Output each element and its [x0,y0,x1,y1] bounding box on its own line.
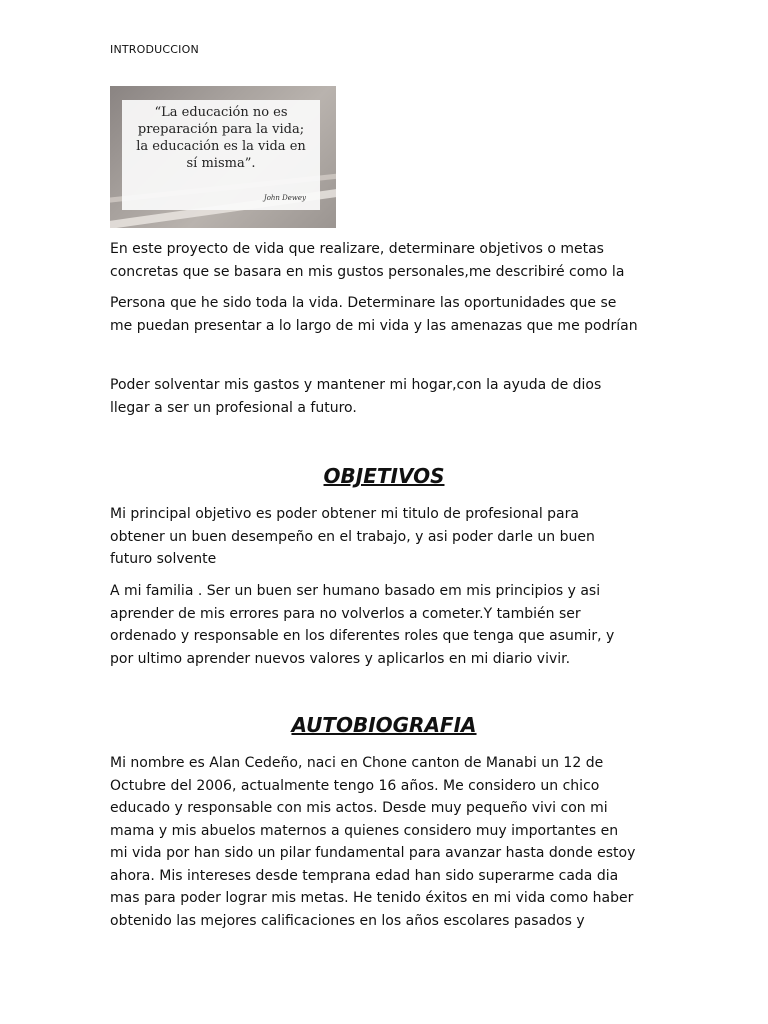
text-line: ordenado y responsable en los diferentes roles que tenga que asumir, y [110,628,615,644]
quote-line: “La educación no es [154,105,288,120]
text-line: aprender de mis errores para no volverlos a cometer.Y también ser [110,605,581,622]
section-label-introduccion: INTRODUCCION [110,43,199,56]
quote-card [122,100,320,210]
heading-objetivos: OBJETIVOS [323,464,445,488]
text-line: por ultimo aprender nuevos valores y aplicarlos en mi diario vivir. [110,650,571,667]
text-line: mi vida por han sido un pilar fundamental para avanzar hasta donde estoy [110,845,636,861]
autobiografia-paragraph-1 [110,752,670,932]
heading-autobiografia: AUTOBIOGRAFIA [291,713,477,737]
text-line: Persona que he sido toda la vida. Determinare las oportunidades que se [110,295,617,311]
quote-line: sí misma”. [186,156,256,171]
objetivos-paragraph-2 [110,580,670,670]
text-line: llegar a ser un profesional a futuro. [110,399,357,416]
quote-line: preparación para la vida; [137,122,305,137]
intro-paragraph-1 [110,238,670,283]
quote-text [122,104,320,172]
text-line: futuro solvente [110,551,217,567]
text-line: Mi principal objetivo es poder obtener mi titulo de profesional para [110,506,579,522]
text-line: Mi nombre es Alan Cedeño, naci en Chone canton de Manabi un 12 de [110,755,604,771]
text-line: educado y responsable con mis actos. Desde muy pequeño vivi con mi [110,800,608,816]
text-line: obtener un buen desempeño en el trabajo, y asi poder darle un buen [110,528,595,545]
text-line: mama y mis abuelos maternos a quienes considero muy importantes en [110,822,619,839]
intro-paragraph-3 [110,374,670,419]
quote-line: la educación es la vida en [136,139,306,154]
text-line: mas para poder lograr mis metas. He tenido éxitos en mi vida como haber [110,890,634,906]
text-line: ahora. Mis intereses desde temprana edad han sido superarme cada dia [110,867,619,884]
quote-author: John Dewey [263,194,306,202]
text-line: En este proyecto de vida que realizare, determinare objetivos o metas [110,241,604,257]
text-line: concretas que se basara en mis gustos personales,me describiré como la [110,263,625,280]
intro-paragraph-2 [110,292,670,337]
objetivos-paragraph-1 [110,503,670,571]
text-line: me puedan presentar a lo largo de mi vida y las amenazas que me podrían [110,317,638,334]
text-line: Octubre del 2006, actualmente tengo 16 años. Me considero un chico [110,777,600,794]
text-line: obtenido las mejores calificaciones en los años escolares pasados y [110,912,585,929]
quote-image [110,86,336,228]
text-line: Poder solventar mis gastos y mantener mi hogar,con la ayuda de dios [110,377,602,393]
text-line: A mi familia . Ser un buen ser humano basado em mis principios y asi [110,583,601,599]
